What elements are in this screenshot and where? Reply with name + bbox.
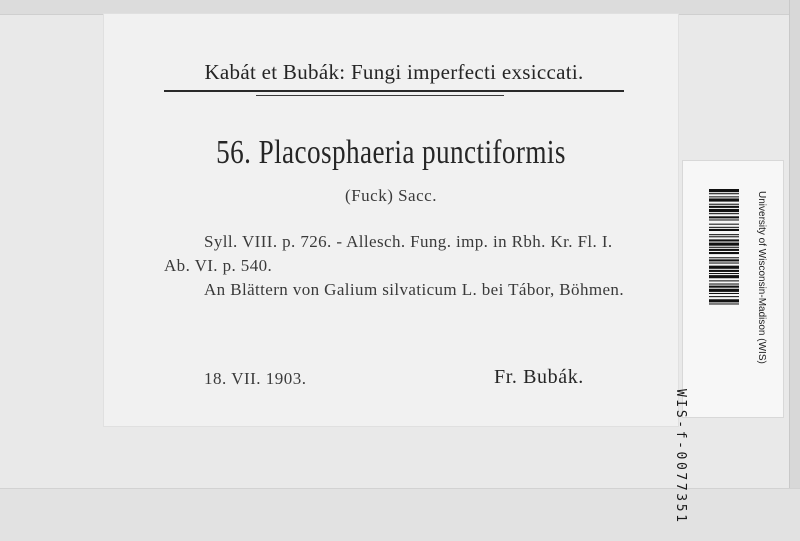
barcode-bar — [709, 213, 739, 214]
barcode-bar — [709, 204, 739, 205]
barcode-bar — [709, 243, 739, 246]
title-rule-thick — [164, 90, 624, 92]
barcode-bar — [709, 284, 739, 285]
species-authority: (Fuck) Sacc. — [345, 186, 437, 205]
barcode-bar — [709, 216, 739, 218]
specimen-label — [104, 14, 678, 426]
barcode-bar — [709, 293, 739, 294]
barcode-bar — [709, 227, 739, 228]
barcode-bar — [709, 280, 739, 281]
series-title: Kabát et Bubák: Fungi imperfecti exsiccati. — [204, 60, 584, 84]
sheet-top-edge — [0, 0, 800, 15]
barcode-bar — [709, 266, 739, 269]
barcode-bar — [709, 209, 739, 212]
specimen-id: WIS-f-0077351 — [673, 389, 688, 525]
barcode-bar — [709, 303, 739, 304]
barcode-bar — [709, 229, 739, 231]
barcode-bar — [709, 236, 739, 237]
barcode-bar — [709, 206, 739, 208]
barcode-bar — [709, 275, 739, 278]
barcode-bar — [709, 289, 739, 292]
barcode-bar — [709, 193, 739, 194]
barcode-bar — [709, 249, 739, 251]
collection-date: 18. VII. 1903. — [204, 369, 307, 388]
barcode-bar — [709, 239, 739, 241]
barcode-bar — [709, 286, 739, 288]
barcode-bar — [709, 270, 739, 272]
habitat-locality: An Blättern von Galium silvaticum L. bei Tábor, Böhmen. — [204, 280, 624, 299]
barcode-bar — [709, 252, 739, 254]
barcode-bar — [709, 219, 739, 220]
barcode-bar — [709, 259, 739, 261]
barcode-bar — [709, 234, 739, 235]
species-title: 56. Placosphaeria punctiformis — [216, 134, 566, 171]
barcode-bar — [709, 196, 739, 197]
barcode-bar — [709, 263, 739, 264]
barcode-bar — [709, 273, 739, 274]
barcode-bar — [709, 189, 739, 192]
barcode-bar — [709, 296, 739, 297]
institution-name: University of Wisconsin-Madison (WIS) — [756, 191, 767, 364]
barcode-bar — [709, 257, 739, 258]
literature-reference: Syll. VIII. p. 726. - Allesch. Fung. imp. in Rbh. Kr. Fl. I. Ab. VI. p. 540. — [164, 232, 613, 275]
barcode-bar — [709, 299, 739, 302]
collector-name: Fr. Bubák. — [494, 366, 584, 388]
title-rule-thin — [256, 95, 504, 96]
barcode — [709, 189, 739, 389]
barcode-bar — [709, 198, 739, 201]
barcode-bar — [709, 247, 739, 248]
barcode-card — [673, 160, 784, 525]
barcode-bar — [709, 224, 739, 225]
sheet-right-edge — [789, 0, 800, 540]
